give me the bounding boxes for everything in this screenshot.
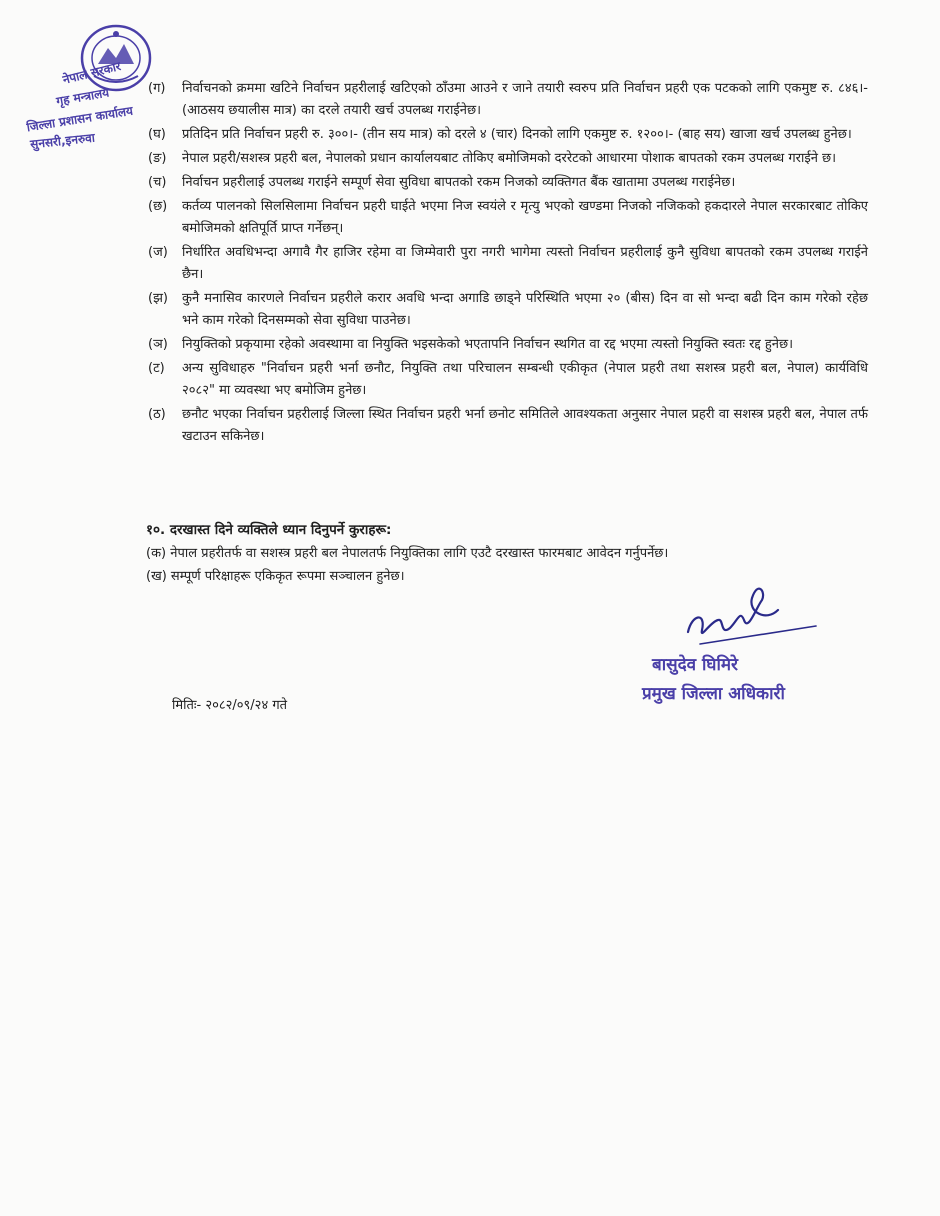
clause-marker: (घ) — [148, 127, 166, 142]
list-item — [148, 196, 868, 240]
section-item-ka: (क) नेपाल प्रहरीतर्फ वा सशस्त्र प्रहरी बल नेपालतर्फ नियुक्तिका लागि एउटै दरखास्त फारमबाट आवेदन गर्नुपर्नेछ। — [146, 546, 669, 561]
clause-marker: (छ) — [148, 199, 168, 214]
clause-marker: (ज) — [148, 245, 168, 260]
clause-text: अन्य सुविधाहरु "निर्वाचन प्रहरी भर्ना छनौट, नियुक्ति तथा परिचालन सम्बन्धी एकीकृत (नेपाल प्रहरी तथा सशस्त्र प्रहरी बल, नेपाल) कार्यविधि २०८२" मा व्यवस्था भए बमोजिम हुनेछ। — [182, 361, 868, 398]
list-item — [148, 172, 868, 194]
clause-marker: (ञ) — [148, 337, 168, 352]
office-stamp — [24, 18, 164, 166]
clause-marker: (झ) — [148, 291, 168, 306]
clause-text: निर्वाचनको क्रममा खटिने निर्वाचन प्रहरीलाई खटिएको ठाँउमा आउने र जाने तयारी स्वरुप प्रति निर्वाचन प्रहरी एक पटकको लागि एकमुष्ट रु. ८४६।- (आठसय छयालीस मात्र) का दरले तयारी खर्च उपलब्ध गराईनेछ। — [182, 81, 868, 118]
clause-marker: (ट) — [148, 361, 165, 376]
section-item-kha: (ख) सम्पूर्ण परिक्षाहरू एकिकृत रूपमा सञ्चालन हुनेछ। — [146, 569, 405, 584]
list-item — [148, 78, 868, 122]
stamp-line-1: नेपाल सरकार — [61, 59, 123, 87]
list-item — [148, 242, 868, 286]
clause-text: नियुक्तिको प्रकृयामा रहेको अवस्थामा वा नियुक्ति भइसकेको भएतापनि निर्वाचन स्थगित वा रद्द भएमा त्यस्तो नियुक्ति स्वतः रद्द हुनेछ। — [182, 337, 794, 352]
list-item — [148, 148, 868, 170]
clause-text: प्रतिदिन प्रति निर्वाचन प्रहरी रु. ३००।- (तीन सय मात्र) को दरले ४ (चार) दिनको लागि एकमुष्ट रु. १२००।- (बाह सय) खाजा खर्च उपलब्ध हुनेछ। — [182, 127, 852, 142]
clause-marker: (ठ) — [148, 407, 166, 422]
clause-text: कर्तव्य पालनको सिलसिलामा निर्वाचन प्रहरी घाईते भएमा निज स्वयंले र मृत्यु भएको खण्डमा निजको नजिकको हकदारले नेपाल सरकारबाट तोकिए बमोजिमको क्षतिपूर्ति प्राप्त गर्नेछन्। — [182, 199, 868, 236]
clause-marker: (ग) — [148, 81, 166, 96]
clause-text: निर्वाचन प्रहरीलाई उपलब्ध गराईने सम्पूर्ण सेवा सुविधा बापतको रकम निजको व्यक्तिगत बैंक खातामा उपलब्ध गराईनेछ। — [182, 175, 736, 190]
stamp-line-2: गृह मन्त्रालय — [55, 85, 111, 109]
signatory-name: बासुदेव घिमिरे — [652, 655, 738, 675]
signature-scribble-icon — [640, 570, 840, 660]
clause-text: नेपाल प्रहरी/सशस्त्र प्रहरी बल, नेपालको प्रधान कार्यालयबाट तोकिए बमोजिमको दररेटको आधारमा पोशाक बापतको रकम उपलब्ध गराईने छ। — [182, 151, 837, 166]
clause-list — [148, 78, 868, 450]
section-heading: १०. दरखास्त दिने व्यक्तिले ध्यान दिनुपर्ने कुराहरू: — [146, 522, 392, 538]
signatory-title: प्रमुख जिल्ला अधिकारी — [642, 684, 785, 704]
list-item — [148, 334, 868, 356]
stamp-line-3: जिल्ला प्रशासन कार्यालय — [25, 103, 134, 135]
clause-text: छनौट भएका निर्वाचन प्रहरीलाई जिल्ला स्थित निर्वाचन प्रहरी भर्ना छनोट समितिले आवश्यकता अनुसार नेपाल प्रहरी वा सशस्त्र प्रहरी बल, नेपाल तर्फ खटाउन सकिनेछ। — [182, 407, 868, 444]
clause-marker: (च) — [148, 175, 167, 190]
clause-marker: (ङ) — [148, 151, 167, 166]
clause-text: निर्धारित अवधिभन्दा अगावै गैर हाजिर रहेमा वा जिम्मेवारी पुरा नगरी भागेमा त्यस्तो निर्वाचन प्रहरीलाई कुनै सुविधा बापतको रकम उपलब्ध गराईने छैन। — [182, 245, 868, 282]
list-item — [148, 404, 868, 448]
list-item — [148, 288, 868, 332]
list-item — [148, 358, 868, 402]
stamp-line-4: सुनसरी,इनरुवा — [29, 130, 96, 152]
clause-text: कुनै मनासिव कारणले निर्वाचन प्रहरीले करार अवधि भन्दा अगाडि छाड्ने परिस्थिति भएमा २० (बीस) दिन वा सो भन्दा बढी दिन काम गरेको रहेछ भने काम गरेको दिनसम्मको सेवा सुविधा पाउनेछ। — [182, 291, 868, 328]
document-date: मितिः- २०८२/०९/२४ गते — [172, 698, 288, 713]
list-item — [148, 124, 868, 146]
